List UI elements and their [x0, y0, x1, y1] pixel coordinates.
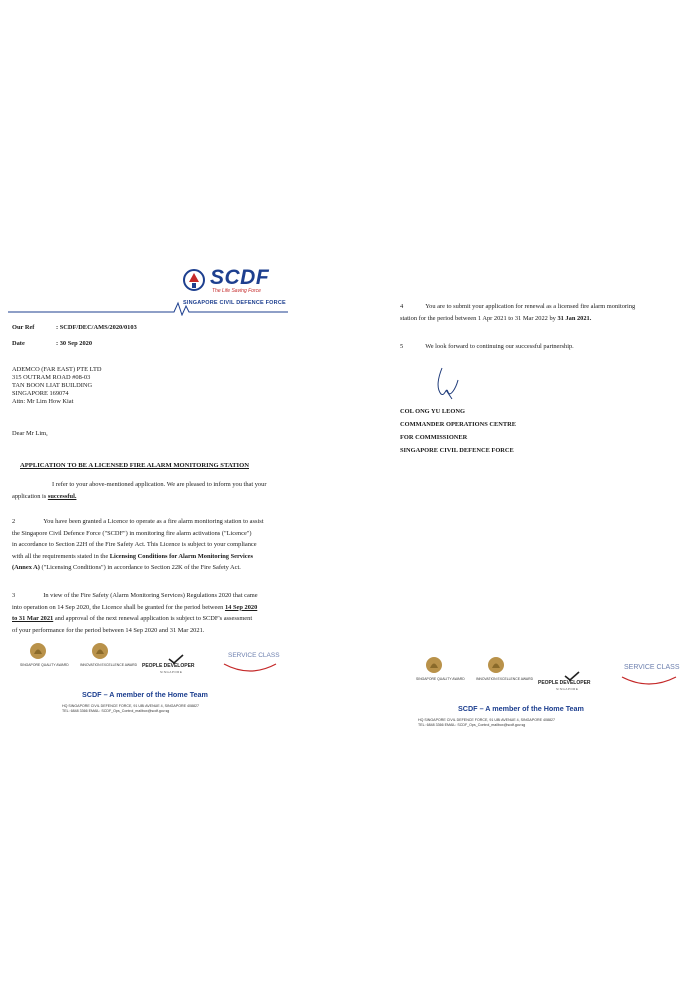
contact-info: TEL: 6848 3366 EMAIL: SCDF_Ops_Control_mailbox@scdf.gov.sg	[418, 723, 526, 727]
people-developer-logo: PEOPLE DEVELOPER	[538, 680, 591, 686]
logo-org-name: SINGAPORE CIVIL DEFENCE FORCE	[183, 300, 286, 306]
address-line: TAN BOON LIAT BUILDING	[12, 382, 93, 389]
text-line: 3 In view of the Fire Safety (Alarm Monitoring Services) Regulations 2020 that came	[12, 592, 258, 599]
text-line: 2 You have been granted a Licence to operate as a fire alarm monitoring station to assist	[12, 518, 264, 525]
home-team-tagline: SCDF – A member of the Home Team	[82, 690, 208, 699]
paragraph-4	[400, 301, 635, 324]
award-label: SINGAPORE QUALITY AWARD	[416, 677, 465, 681]
checkmark-icon	[168, 654, 184, 664]
text-line: of your performance for the period between 14 Sep 2020 and 31 Mar 2021.	[12, 626, 205, 634]
letter-page-2	[350, 0, 700, 1000]
service-class-logo: SERVICE CLASS	[228, 652, 280, 659]
address-line: ADEMCO (FAR EAST) PTE LTD	[12, 366, 102, 373]
address-line: SINGAPORE 169074	[12, 390, 69, 397]
text-line: with all the requirements stated in the Licensing Conditions for Alarm Monitoring Services	[12, 552, 253, 560]
text-line: to 31 Mar 2021 and approval of the next renewal application is subject to SCDF's assessment	[12, 615, 253, 623]
signatory-org: SINGAPORE CIVIL DEFENCE FORCE	[400, 447, 514, 454]
text-line: 5 We look forward to continuing our successful partnership.	[400, 343, 574, 350]
signature-icon	[432, 366, 462, 400]
salutation: Dear Mr Lim,	[12, 430, 48, 437]
text-line: into operation on 14 Sep 2020, the Licence shall be granted for the period between 14 Sep 2020	[12, 603, 258, 611]
people-developer-logo: PEOPLE DEVELOPER	[142, 663, 195, 669]
paragraph-1	[12, 479, 266, 502]
innovation-excellence-award	[80, 642, 138, 678]
text-line: I refer to your above-mentioned application. We are pleased to inform you that your	[52, 481, 267, 488]
signatory-name: COL ONG YU LEONG	[400, 408, 465, 415]
logo-wordmark: SCDF	[210, 266, 270, 289]
hq-address: HQ SINGAPORE CIVIL DEFENCE FORCE, 91 UBI AVENUE 4, SINGAPORE 408827	[62, 704, 200, 708]
text-line: in accordance to Section 22H of the Fire Safety Act. This Licence is subject to your compliance	[12, 541, 257, 549]
swoosh-icon	[620, 675, 678, 687]
paragraph-3	[12, 590, 258, 636]
lion-crest-icon	[425, 656, 443, 676]
contact-info: TEL: 6848 3366 EMAIL: SCDF_Ops_Control_mailbox@scdf.gov.sg	[62, 709, 170, 713]
hq-address: HQ SINGAPORE CIVIL DEFENCE FORCE, 91 UBI AVENUE 4, SINGAPORE 408827	[418, 718, 556, 722]
people-developer-sub: SINGAPORE	[160, 670, 183, 674]
text-line: the Singapore Civil Defence Force ("SCDF") in monitoring fire alarm activations ("Licence")	[12, 529, 252, 537]
date-value: : 30 Sep 2020	[56, 340, 93, 347]
singapore-quality-award	[20, 642, 69, 678]
logo-tagline: The Life Saving Force	[212, 288, 261, 294]
text-line: station for the period between 1 Apr 2021 to 31 Mar 2022 by 31 Jan 2021.	[400, 314, 592, 322]
heartbeat-line-icon	[8, 300, 288, 316]
paragraph-2	[12, 516, 264, 574]
people-developer-sub: SINGAPORE	[556, 687, 579, 691]
swoosh-icon	[222, 662, 278, 674]
signatory-for: FOR COMMISSIONER	[400, 434, 468, 441]
award-label: SINGAPORE QUALITY AWARD	[20, 663, 69, 667]
text-line: 4 You are to submit your application for renewal as a licensed fire alarm monitoring	[400, 303, 636, 310]
award-label: INNOVATION EXCELLENCE AWARD	[80, 663, 138, 667]
signatory-title: COMMANDER OPERATIONS CENTRE	[400, 421, 516, 428]
address-line: 315 OUTRAM ROAD #08-03	[12, 374, 91, 381]
text-line: application is successful.	[12, 492, 77, 500]
ref-value: : SCDF/DEC/AMS/2020/0103	[56, 324, 137, 331]
singapore-quality-award	[416, 656, 465, 692]
date-label: Date	[12, 340, 25, 347]
address-attn: Attn: Mr Lim How Kiat	[12, 398, 74, 405]
award-label: INNOVATION EXCELLENCE AWARD	[476, 677, 534, 681]
scdf-emblem-icon	[182, 268, 206, 294]
ref-label: Our Ref	[12, 324, 35, 331]
service-class-logo: SERVICE CLASS	[624, 664, 680, 671]
subject-line: APPLICATION TO BE A LICENSED FIRE ALARM MONITORING STATION	[20, 462, 249, 469]
paragraph-5	[400, 341, 574, 353]
lion-crest-icon	[91, 642, 109, 662]
text-line: (Annex A) ("Licensing Conditions") in accordance to Section 22K of the Fire Safety Act.	[12, 564, 241, 572]
checkmark-icon	[564, 671, 580, 681]
home-team-tagline: SCDF – A member of the Home Team	[458, 704, 584, 713]
innovation-excellence-award	[476, 656, 534, 692]
lion-crest-icon	[29, 642, 47, 662]
lion-crest-icon	[487, 656, 505, 676]
